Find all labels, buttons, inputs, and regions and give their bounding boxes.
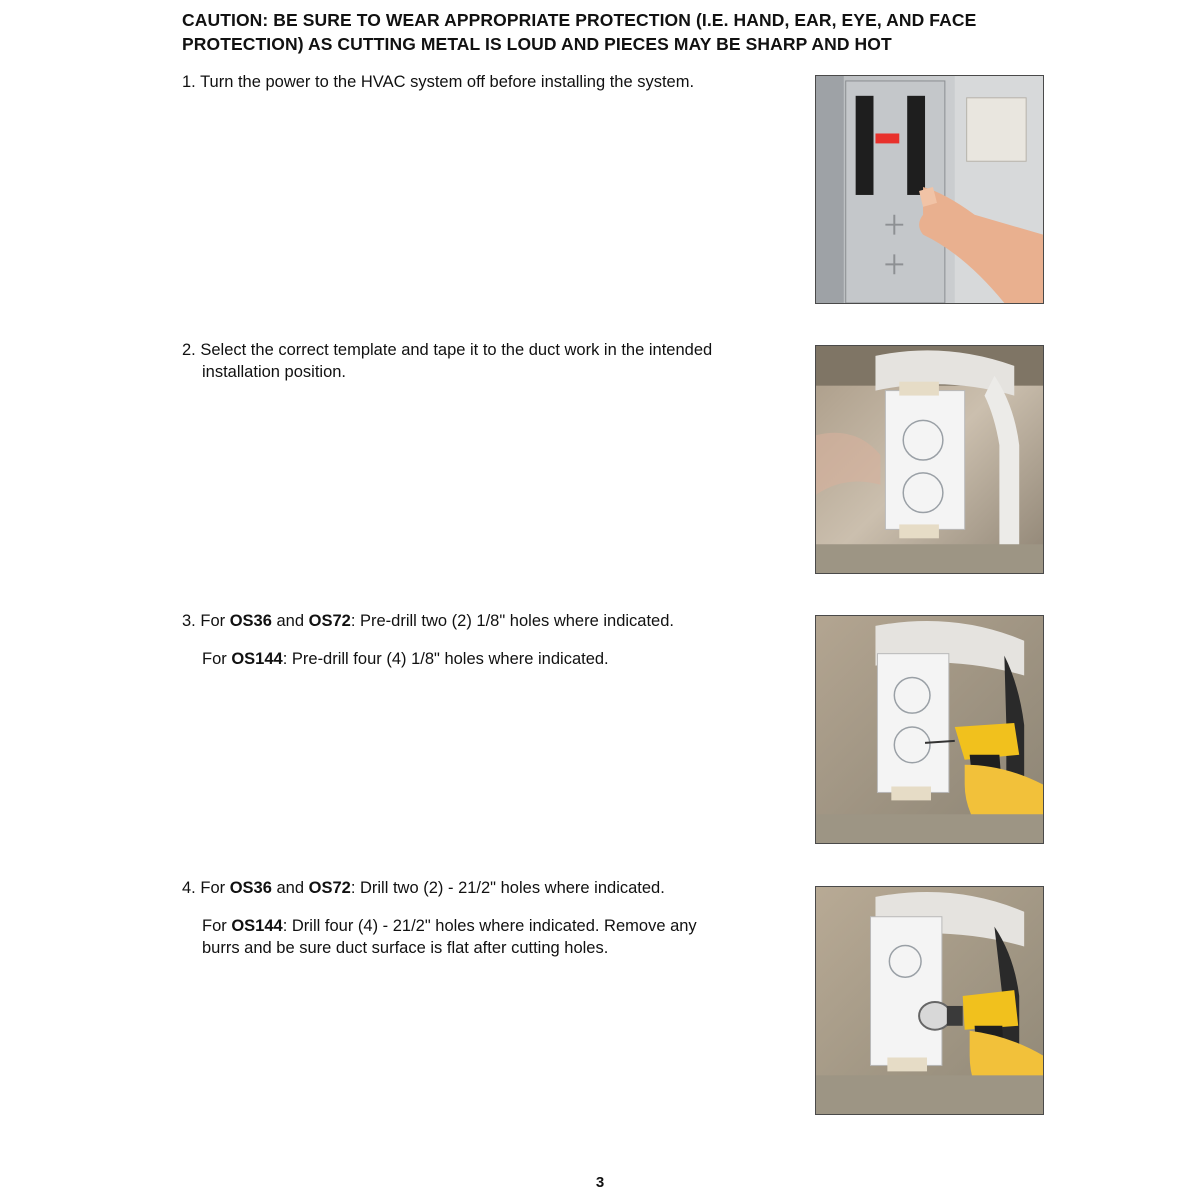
step-3-sub-text: : Pre-drill four (4) 1/8" holes where indicated. bbox=[282, 650, 609, 668]
caution-line-2: PROTECTION) AS CUTTING METAL IS LOUD AND PIECES MAY BE SHARP AND HOT bbox=[182, 34, 892, 54]
caution-line-1: CAUTION: BE SURE TO WEAR APPROPRIATE PROTECTION (I.E. HAND, EAR, EYE, AND FACE bbox=[182, 10, 977, 30]
hole-saw-drill-photo bbox=[815, 886, 1044, 1115]
step-4-sub-text: For bbox=[202, 917, 232, 935]
step-1-number: 1. bbox=[182, 73, 196, 91]
model-os36-label: OS36 bbox=[229, 879, 272, 897]
step-2 bbox=[182, 339, 792, 383]
step-3-number: 3. bbox=[182, 612, 196, 630]
page-number: 3 bbox=[595, 1174, 605, 1191]
step-4 bbox=[182, 877, 792, 959]
step-3-text: : Pre-drill two (2) 1/8" holes where indicated. bbox=[350, 612, 674, 630]
model-os36-label: OS36 bbox=[229, 612, 272, 630]
model-os72-label: OS72 bbox=[308, 879, 351, 897]
caution-warning bbox=[182, 8, 1062, 56]
step-1 bbox=[182, 71, 792, 93]
model-os72-label: OS72 bbox=[308, 612, 351, 630]
breaker-panel-photo bbox=[815, 75, 1044, 304]
step-4-sub-text-line-2: burrs and be sure duct surface is flat after cutting holes. bbox=[202, 939, 609, 957]
step-2-text-line-1: Select the correct template and tape it to the duct work in the intended bbox=[200, 341, 713, 359]
model-os144-label: OS144 bbox=[231, 917, 283, 935]
step-1-text: Turn the power to the HVAC system off before installing the system. bbox=[200, 73, 695, 91]
step-3-sub-text: For bbox=[202, 650, 232, 668]
pre-drill-photo bbox=[815, 615, 1044, 844]
step-4-sub-text: : Drill four (4) - 21/2" holes where indicated. Remove any bbox=[282, 917, 697, 935]
step-3 bbox=[182, 610, 792, 670]
step-3-text: and bbox=[271, 612, 309, 630]
step-4-text: : Drill two (2) - 21/2" holes where indicated. bbox=[350, 879, 665, 897]
step-4-text: For bbox=[200, 879, 230, 897]
step-2-number: 2. bbox=[182, 341, 196, 359]
step-2-text-line-2: installation position. bbox=[202, 363, 347, 381]
step-4-text: and bbox=[271, 879, 309, 897]
template-on-duct-photo bbox=[815, 345, 1044, 574]
step-3-text: For bbox=[200, 612, 230, 630]
step-4-number: 4. bbox=[182, 879, 196, 897]
model-os144-label: OS144 bbox=[231, 650, 283, 668]
